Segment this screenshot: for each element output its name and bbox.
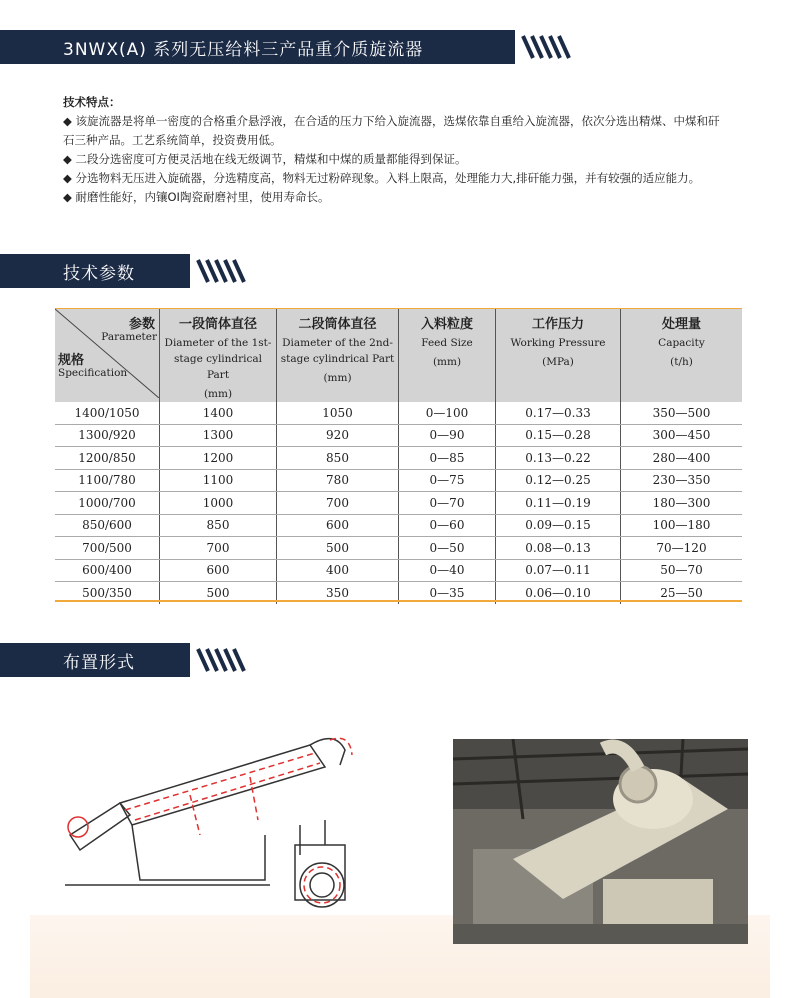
- table-cell: 1200: [160, 447, 277, 470]
- table-cell: 850: [160, 514, 277, 537]
- table-row: [55, 469, 742, 492]
- table-cell: 1200/850: [55, 447, 160, 470]
- table-cell: 0—40: [399, 559, 496, 582]
- table-row: [55, 402, 742, 424]
- corner-param-zh: 参数: [128, 317, 155, 332]
- header-unit: (mm): [432, 356, 462, 368]
- table-cell: 1000/700: [55, 492, 160, 515]
- table-cell: 920: [277, 424, 399, 447]
- table-cell: 700: [277, 492, 399, 515]
- table-cell: 0—90: [399, 424, 496, 447]
- installation-photo: [453, 739, 748, 944]
- table-cell: 350: [277, 582, 399, 604]
- table-cell: 0.09—0.15: [496, 514, 621, 537]
- table-cell: 350—500: [621, 402, 743, 424]
- table-cell: 0—60: [399, 514, 496, 537]
- table-cell: 0.12—0.25: [496, 469, 621, 492]
- table-cell: 0—85: [399, 447, 496, 470]
- header-unit: (t/h): [670, 356, 693, 368]
- column-header: [621, 309, 743, 402]
- column-header: [496, 309, 621, 402]
- feature-item: ◆ 耐磨性能好，内镶OI陶瓷耐磨衬里，使用寿命长。: [63, 190, 330, 204]
- header-zh: 工作压力: [531, 317, 584, 332]
- table-cell: 0.06—0.10: [496, 582, 621, 604]
- column-header: [277, 309, 399, 402]
- table-cell: 0—100: [399, 402, 496, 424]
- header-en: Feed Size: [421, 337, 473, 349]
- column-header: [160, 309, 277, 402]
- table-cell: 850/600: [55, 514, 160, 537]
- table-cell: 1000: [160, 492, 277, 515]
- table-cell: 500: [160, 582, 277, 604]
- table-row: [55, 492, 742, 515]
- feature-item: ◆ 该旋流器是将单一密度的合格重介悬浮液，在合适的压力下给入旋流器，选煤依靠自重给入旋流器，依次分选出精煤、中煤和矸石三种产品。工艺系统简单，投资费用低。: [63, 114, 720, 147]
- table-cell: 1300: [160, 424, 277, 447]
- table-cell: 1400/1050: [55, 402, 160, 424]
- header-en: Capacity: [658, 337, 705, 349]
- table-cell: 0.17—0.33: [496, 402, 621, 424]
- table-cell: 600: [160, 559, 277, 582]
- table-cell: 0.08—0.13: [496, 537, 621, 560]
- table-cell: 0—70: [399, 492, 496, 515]
- table-cell: 1100: [160, 469, 277, 492]
- header-zh: 一段筒体直径: [178, 317, 257, 332]
- table-cell: 100—180: [621, 514, 743, 537]
- header-en: Diameter of the 1st-stage cylindrical Part: [164, 337, 272, 381]
- table-row: [55, 424, 742, 447]
- table-cell: 0.13—0.22: [496, 447, 621, 470]
- header-zh: 二段筒体直径: [298, 317, 377, 332]
- table-cell: 280—400: [621, 447, 743, 470]
- table-cell: 70—120: [621, 537, 743, 560]
- features-heading: 技术特点：: [63, 95, 121, 109]
- table-row: [55, 559, 742, 582]
- section-bar-params: [0, 254, 262, 288]
- header-en: Working Pressure: [510, 337, 606, 349]
- column-header: [399, 309, 496, 402]
- table-cell: 600/400: [55, 559, 160, 582]
- table-bottom-rule: [55, 600, 742, 602]
- table-cell: 180—300: [621, 492, 743, 515]
- page-title: 3NWX(A) 系列无压给料三产品重介质旋流器: [63, 39, 424, 60]
- table-row: [55, 537, 742, 560]
- section-title: 技术参数: [63, 263, 135, 284]
- table-cell: 700: [160, 537, 277, 560]
- header-unit: (mm): [323, 372, 352, 384]
- header-zh: 处理量: [661, 317, 701, 332]
- table-cell: 600: [277, 514, 399, 537]
- stripes-decoration: [190, 254, 262, 288]
- table-cell: 50—70: [621, 559, 743, 582]
- header-zh: 入料粒度: [420, 317, 473, 332]
- table-cell: 1300/920: [55, 424, 160, 447]
- table-cell: 1050: [277, 402, 399, 424]
- table-cell: 230—350: [621, 469, 743, 492]
- table-cell: 0—35: [399, 582, 496, 604]
- layout-drawing: [60, 725, 360, 915]
- table-cell: 0.07—0.11: [496, 559, 621, 582]
- corner-spec-zh: 规格: [58, 353, 85, 368]
- table-row: [55, 447, 742, 470]
- title-bar: [0, 30, 587, 64]
- table-cell: 1100/780: [55, 469, 160, 492]
- table-cell: 0.11—0.19: [496, 492, 621, 515]
- table-row: [55, 514, 742, 537]
- parameter-table: [55, 309, 742, 604]
- header-unit: (mm): [203, 388, 233, 400]
- table-cell: 25—50: [621, 582, 743, 604]
- header-unit: (MPa): [542, 356, 574, 368]
- corner-spec-en: Specification: [58, 367, 128, 379]
- feature-item: ◆ 分选物料无压进入旋硫器，分选精度高，物料无过粉碎现象。入料上限高，处理能力大,排矸能力强，并有较强的适应能力。: [63, 171, 701, 185]
- header-en: Diameter of the 2nd-stage cylindrical Part: [280, 337, 395, 365]
- table-cell: 400: [277, 559, 399, 582]
- table-cell: 500/350: [82, 585, 132, 600]
- table-cell: 300—450: [621, 424, 743, 447]
- section-bar-layout: [0, 643, 262, 677]
- table-cell: 850: [277, 447, 399, 470]
- stripes-decoration: [190, 643, 262, 677]
- stripes-decoration: [515, 30, 587, 64]
- section-title: 布置形式: [63, 652, 135, 673]
- table-cell: 0.15—0.28: [496, 424, 621, 447]
- corner-param-en: Parameter: [101, 331, 157, 343]
- table-cell: 700/500: [55, 537, 160, 560]
- features-block: [63, 93, 728, 207]
- table-cell: 0—50: [399, 537, 496, 560]
- table-cell: 1400: [160, 402, 277, 424]
- table-cell: 780: [277, 469, 399, 492]
- table-cell: 500: [277, 537, 399, 560]
- feature-item: ◆ 二段分选密度可方便灵活地在线无级调节，精煤和中煤的质量都能得到保证。: [63, 152, 467, 166]
- table-cell: 0—75: [399, 469, 496, 492]
- corner-header: [55, 309, 160, 402]
